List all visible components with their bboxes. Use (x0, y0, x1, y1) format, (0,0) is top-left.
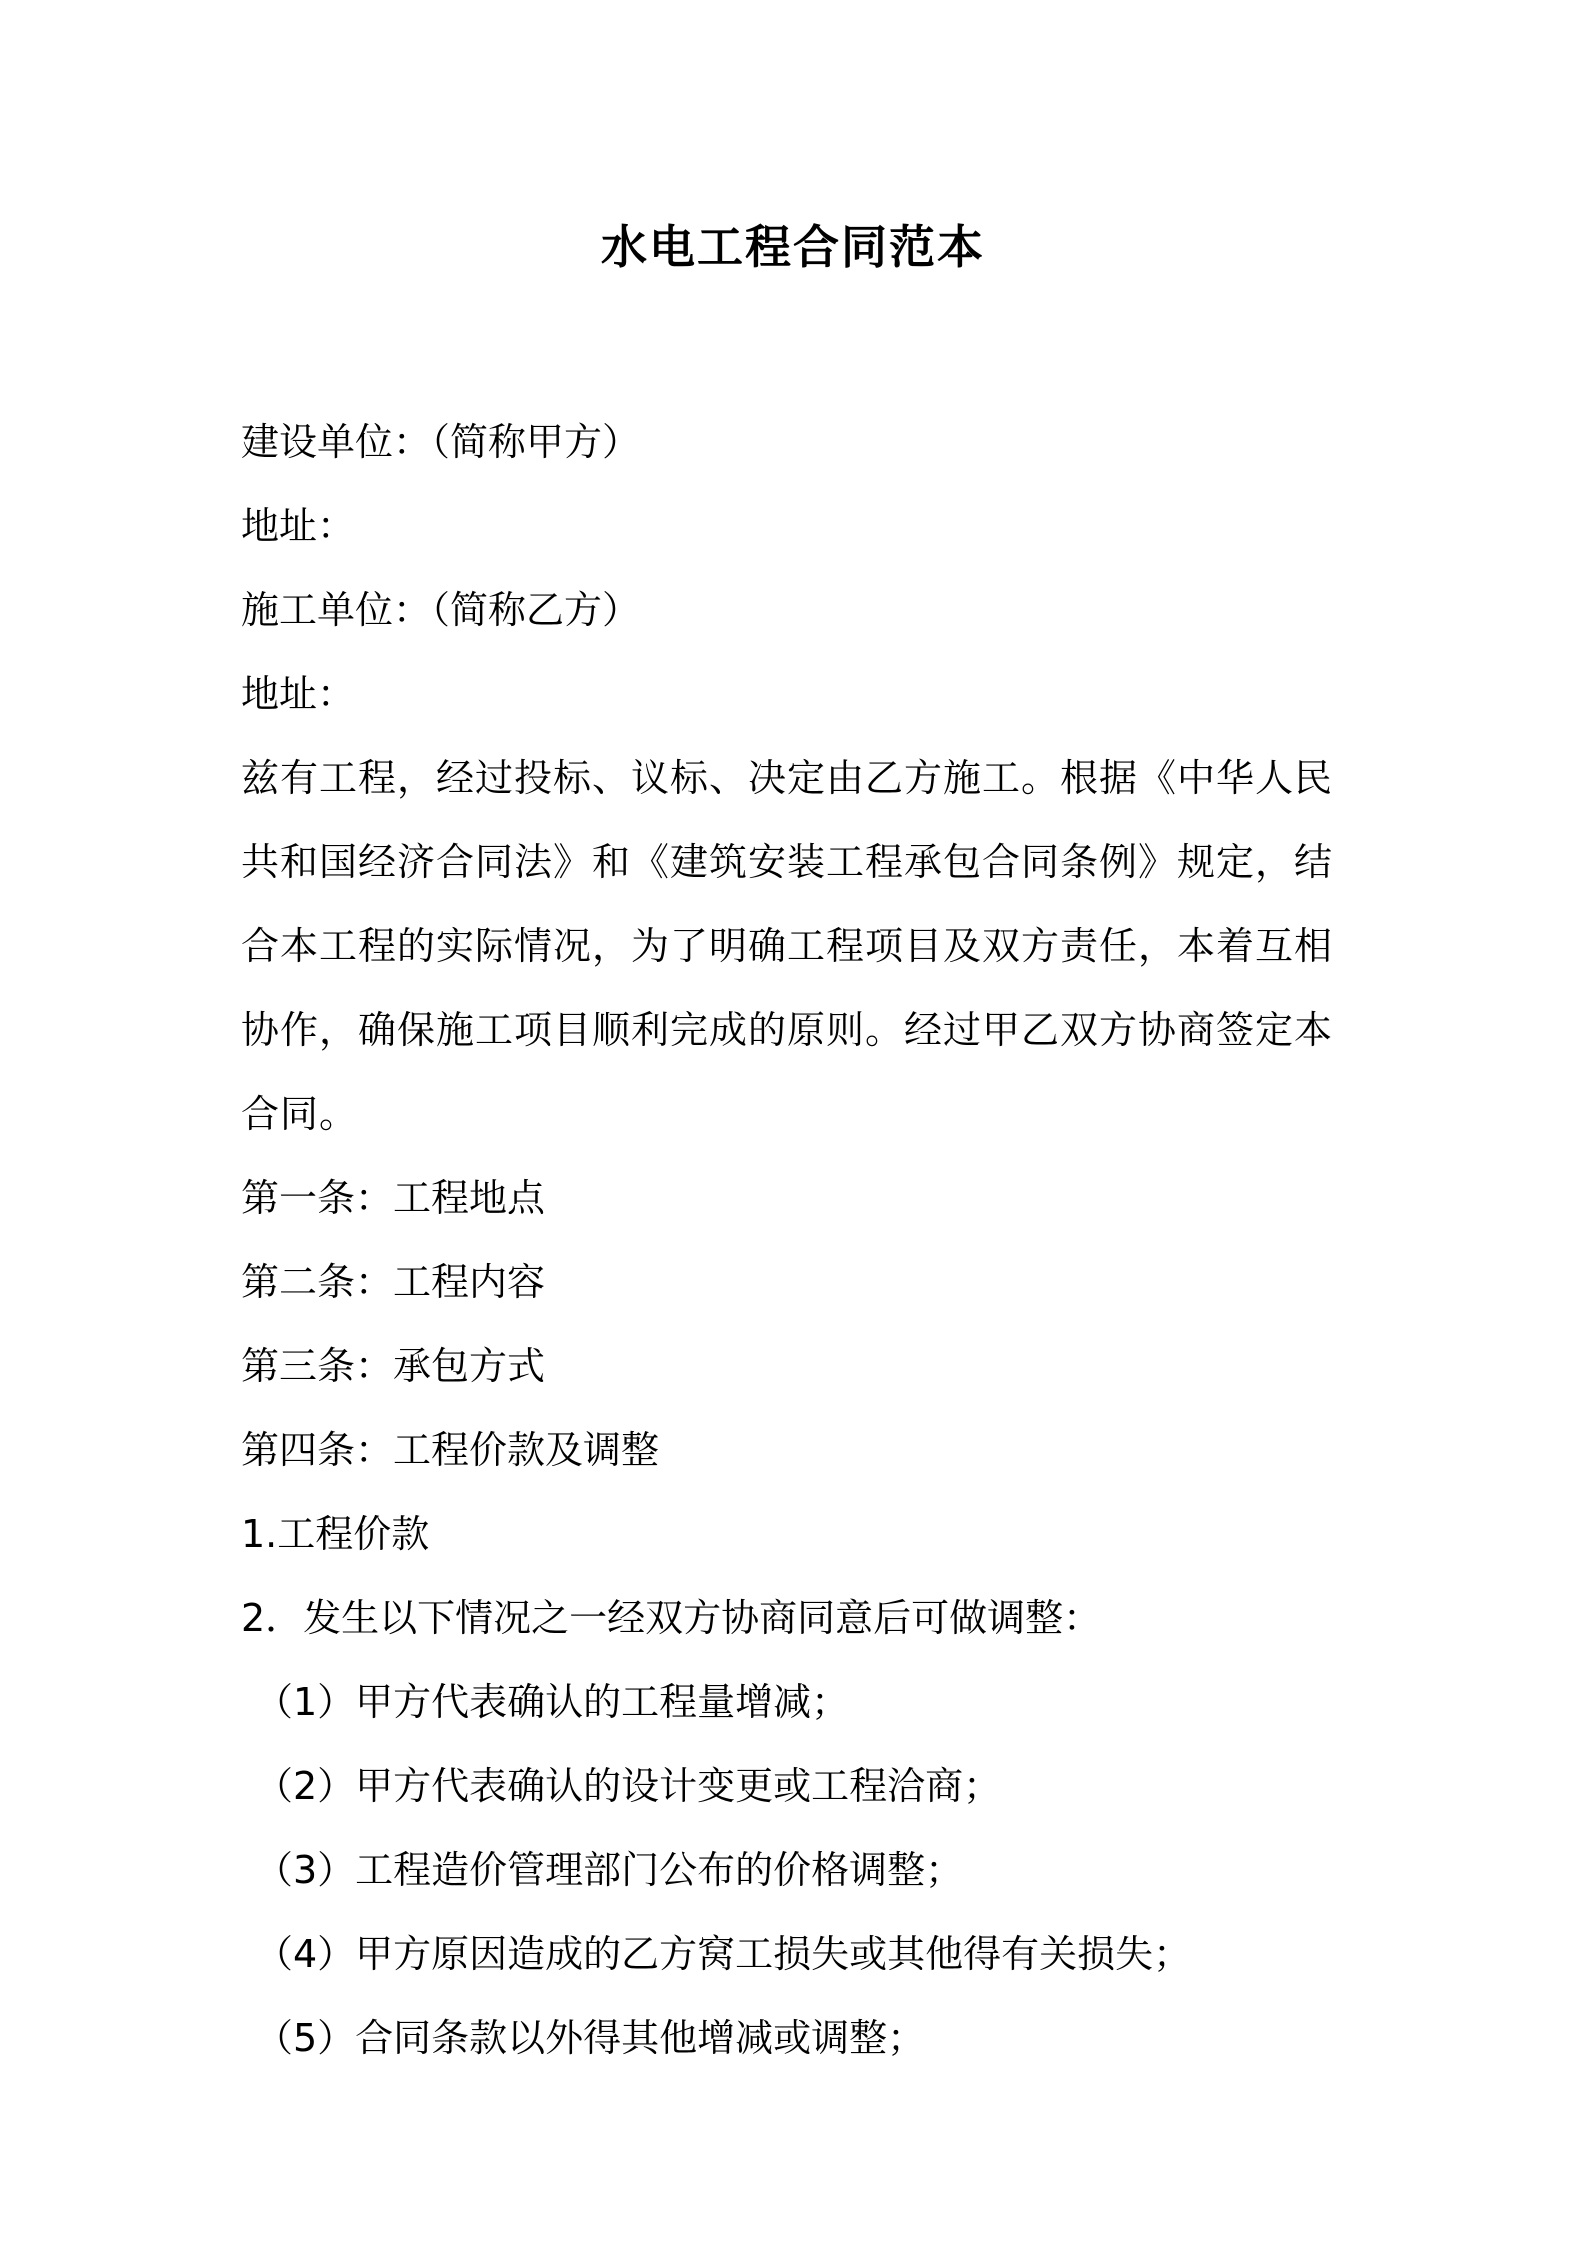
party-b-line: 施工单位：（简称乙方） (241, 588, 641, 632)
sub-item-2: （2）甲方代表确认的设计变更或工程洽商； (255, 1764, 1002, 1808)
article-1: 第一条：工程地点 (241, 1176, 546, 1220)
preamble-paragraph: 兹有工程，经过投标、议标、决定由乙方施工。根据《中华人民共和国经济合同法》和《建筑安装工程承包合同条例》规定，结合本工程的实际情况，为了明确工程项目及双方责任，本着互相协作，确保施工项目顺利完成的原则。经过甲乙双方协商签定本合同。 (241, 756, 1334, 1136)
document-body (241, 400, 1361, 2080)
document-title: 水电工程合同范本 (601, 220, 985, 274)
article-3: 第三条：承包方式 (241, 1344, 546, 1388)
sub-item-5: （5）合同条款以外得其他增减或调整； (255, 2016, 926, 2060)
item-2: 2．发生以下情况之一经双方协商同意后可做调整： (241, 1596, 1102, 1640)
article-2: 第二条：工程内容 (241, 1260, 546, 1304)
sub-item-3: （3）工程造价管理部门公布的价格调整； (255, 1848, 964, 1892)
party-a-line: 建设单位：（简称甲方） (241, 420, 641, 464)
party-b-address: 地址： (241, 672, 356, 716)
item-1: 1.工程价款 (241, 1512, 430, 1556)
sub-item-4: （4）甲方原因造成的乙方窝工损失或其他得有关损失； (255, 1932, 1192, 1976)
sub-item-1: （1）甲方代表确认的工程量增减； (255, 1680, 850, 1724)
party-a-address: 地址： (241, 504, 356, 548)
article-4: 第四条：工程价款及调整 (241, 1428, 660, 1472)
